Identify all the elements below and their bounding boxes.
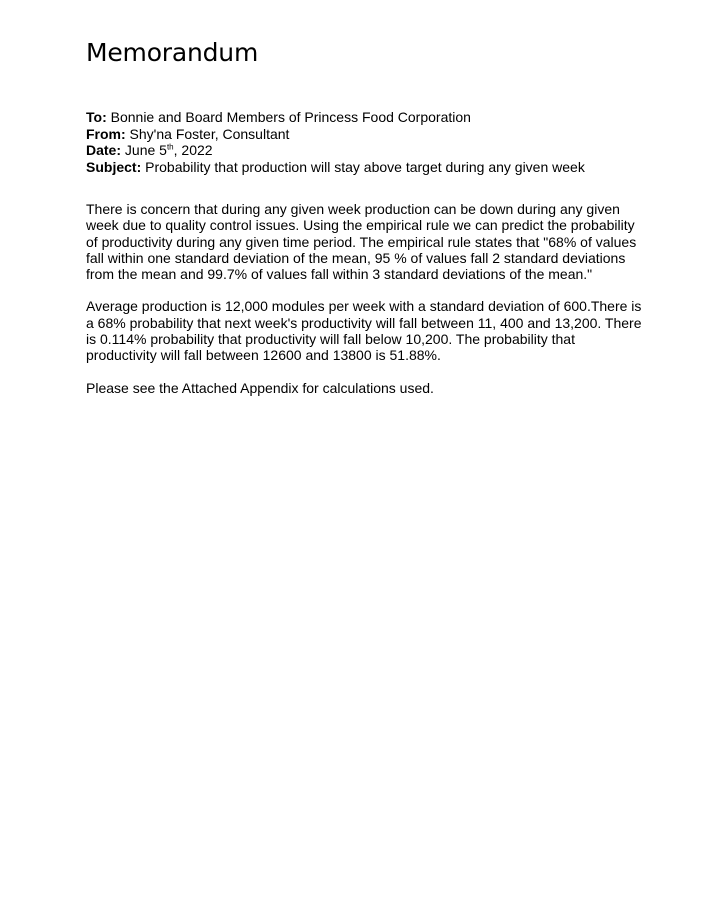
body-paragraph-3: Please see the Attached Appendix for calculations used.: [86, 379, 434, 396]
to-line: [86, 109, 646, 126]
date-value-sup: th: [166, 142, 174, 152]
from-label: From:: [86, 125, 126, 142]
subject-line: [86, 159, 646, 176]
subject-label: Subject:: [86, 158, 142, 175]
to-value: Bonnie and Board Members of Princess Food Corporation: [106, 109, 471, 125]
date-label: Date:: [86, 142, 122, 158]
from-value: Shy'na Foster, Consultant: [125, 125, 290, 142]
memo-title: Memorandum: [86, 38, 259, 67]
to-label: To:: [86, 109, 107, 125]
subject-value: Probability that production will stay above target during any given week: [141, 158, 585, 175]
date-line: [86, 142, 646, 159]
body-paragraph-2: Average production is 12,000 modules per week with a standard deviation of 600.There is a 68% probability that next week's productivity will fall between 11, 400 and 13,200. There is 0.114% probability that productivity will fall below 10,200. The probability that productivity will fall between 12600 and 13800 is 51.88%.: [86, 298, 642, 364]
date-value-pre: June 5: [121, 142, 167, 158]
memo-body: [86, 201, 642, 412]
memo-header: [86, 109, 646, 175]
body-paragraph-1: There is concern that during any given week production can be down during any given week due to quality control issues. Using the empirical rule we can predict the probability of productivity during any given time period. The empirical rule states that "68% of values fall within one standard deviation of the mean, 95 % of values fall 2 standard deviations from the mean and 99.7% of values fall within 3 standard deviations of the mean.": [86, 201, 637, 283]
date-value-post: , 2022: [173, 142, 213, 158]
from-line: [86, 126, 646, 143]
